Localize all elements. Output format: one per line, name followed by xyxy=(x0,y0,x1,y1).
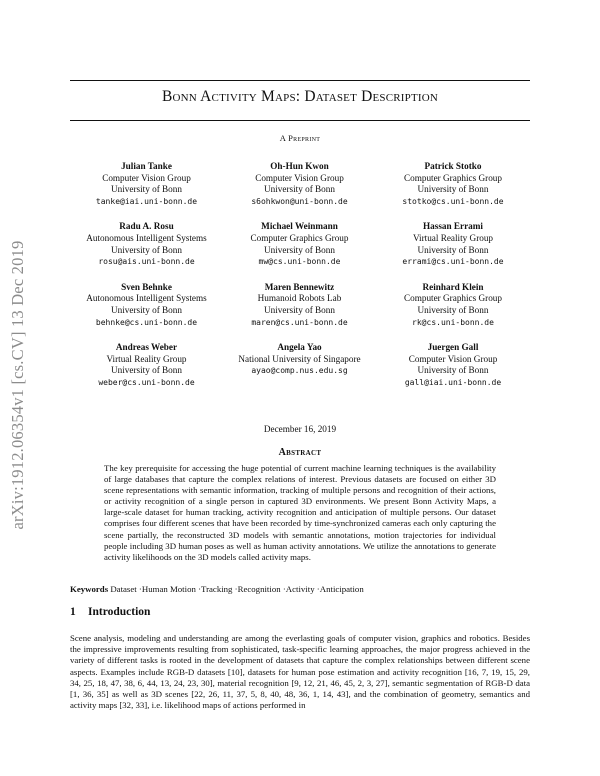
author-name: Hassan Errami xyxy=(423,221,483,232)
title-rule-bottom xyxy=(70,120,530,121)
author-email: mw@cs.uni-bonn.de xyxy=(258,257,341,267)
author-affiliation: University of Bonn xyxy=(111,365,182,376)
author-affiliation: University of Bonn xyxy=(264,184,335,195)
author-name: Maren Bennewitz xyxy=(264,281,335,292)
author-block xyxy=(70,161,223,207)
author-block xyxy=(376,161,530,207)
publication-date: December 16, 2019 xyxy=(263,424,337,434)
author-name: Reinhard Klein xyxy=(422,281,484,292)
author-group: Virtual Reality Group xyxy=(412,232,494,243)
author-affiliation: University of Bonn xyxy=(111,184,182,195)
author-affiliation: University of Bonn xyxy=(417,365,489,376)
preprint-label: A Preprint xyxy=(279,133,321,143)
keyword-item: Dataset · xyxy=(110,584,142,594)
keyword-item: Activity · xyxy=(286,584,320,594)
author-block xyxy=(70,342,223,388)
paper-title: Bonn Activity Maps: Dataset Description xyxy=(161,88,439,105)
author-name: Patrick Stotko xyxy=(424,161,482,171)
author-affiliation: University of Bonn xyxy=(417,244,489,255)
author-name: Michael Weinmann xyxy=(261,221,338,232)
section-title: Introduction xyxy=(88,606,151,618)
author-block xyxy=(223,282,376,328)
author-name: Oh-Hun Kwon xyxy=(270,161,329,171)
author-name: Julian Tanke xyxy=(121,161,172,171)
author-group: Computer Graphics Group xyxy=(250,232,349,243)
keyword-item: Human Motion · xyxy=(142,584,201,594)
keyword-item: Tracking · xyxy=(201,584,238,594)
author-block xyxy=(223,221,376,267)
author-affiliation: University of Bonn xyxy=(111,304,182,315)
author-name: Angela Yao xyxy=(277,342,322,353)
keyword-item: Anticipation xyxy=(319,584,364,594)
author-email: gall@iai.uni-bonn.de xyxy=(404,377,502,387)
author-name: Andreas Weber xyxy=(115,342,178,353)
author-group: Humanoid Robots Lab xyxy=(257,293,342,304)
author-block xyxy=(70,282,223,328)
author-grid xyxy=(70,161,530,389)
author-email: weber@cs.uni-bonn.de xyxy=(98,377,195,387)
author-block xyxy=(70,221,223,267)
keywords-label: Keywords xyxy=(70,584,109,594)
author-group: Computer Vision Group xyxy=(255,172,344,183)
author-email: stotko@cs.uni-bonn.de xyxy=(402,196,504,206)
author-block xyxy=(376,221,530,267)
author-email: ayao@comp.nus.edu.sg xyxy=(251,366,348,376)
arxiv-identifier-text: arXiv:1912.06354v1 [cs.CV] 13 Dec 2019 xyxy=(8,240,27,530)
author-name: Radu A. Rosu xyxy=(119,221,174,232)
author-group: Computer Graphics Group xyxy=(404,293,502,304)
author-block xyxy=(376,342,530,388)
keywords-line xyxy=(70,584,530,595)
author-email: maren@cs.uni-bonn.de xyxy=(251,317,348,327)
author-block xyxy=(376,282,530,328)
author-group: Autonomous Intelligent Systems xyxy=(86,232,207,243)
author-affiliation: University of Bonn xyxy=(264,244,335,255)
keyword-item: Recognition · xyxy=(238,584,286,594)
author-group: National University of Singapore xyxy=(238,353,361,364)
author-affiliation: University of Bonn xyxy=(111,244,182,255)
arxiv-identifier-stamp xyxy=(10,200,26,570)
author-affiliation: University of Bonn xyxy=(417,304,489,315)
author-group: Autonomous Intelligent Systems xyxy=(86,293,207,304)
author-email: errami@cs.uni-bonn.de xyxy=(402,257,504,267)
title-rule-top xyxy=(70,80,530,81)
author-block xyxy=(223,161,376,207)
author-affiliation: University of Bonn xyxy=(264,304,335,315)
abstract-body: The key prerequisite for accessing the huge potential of current machine learning techniques is the availability of large databases that capture the complex relations of interest. Previous datasets are focused on either 3D scene representations with semantic information, tracking of multiple persons and recognition of their actions, or activity recognition of a single person in captured 3D environments. We present Bonn Activity Maps, a large-scale dataset for human tracking, activity recognition and anticipation of multiple persons. Our dataset comprises four different scenes that have been recorded by time-synchronized cameras each only capturing the scene partially, the reconstructed 3D models with semantic annotations, motion trajectories for individual people including 3D human poses as well as human activity annotations. We utilize the annotations to generate activity likelihoods on the 3D models called activity maps. xyxy=(104,463,496,562)
author-block xyxy=(223,342,376,388)
author-email: behnke@cs.uni-bonn.de xyxy=(95,317,198,327)
abstract-heading: Abstract xyxy=(278,447,322,458)
author-group: Computer Vision Group xyxy=(102,172,191,183)
introduction-body: Scene analysis, modeling and understanding are among the everlasting goals of computer vision, graphics and robotics. Besides the impressive improvements resulting from sophisticated, task-specific learning approaches, the major progress achieved in the variety of different tasks is rooted in the development of datasets that capture the complex relationships between different scene aspects. Examples include RGB-D datasets [10], datasets for human pose estimation and activity recognition [16, 7, 19, 15, 29, 34, 25, 18, 47, 38, 6, 44, 13, 24, 23, 30], material recognition [9, 12, 21, 46, 45, 2, 3, 27], semantic segmentation of RGB-D data [1, 36, 35] as well as 3D scenes [22, 26, 11, 37, 5, 8, 40, 48, 36, 1, 14, 43], and the combination of geometry, semantics and activity maps [32, 33], i.e. likelihood maps of actions performed in xyxy=(70,633,530,711)
author-name: Sven Behnke xyxy=(121,281,172,292)
section-heading-introduction xyxy=(70,606,530,618)
section-number: 1 xyxy=(70,606,76,618)
author-email: rk@cs.uni-bonn.de xyxy=(412,317,494,327)
author-name: Juergen Gall xyxy=(427,342,479,353)
author-group: Computer Vision Group xyxy=(408,353,498,364)
author-group: Virtual Reality Group xyxy=(106,353,187,364)
author-email: rosu@ais.uni-bonn.de xyxy=(98,257,195,267)
author-group: Computer Graphics Group xyxy=(404,172,502,183)
author-email: tanke@iai.uni-bonn.de xyxy=(95,196,198,206)
author-affiliation: University of Bonn xyxy=(417,184,489,195)
author-email: s6ohkwon@uni-bonn.de xyxy=(251,196,348,206)
keywords-list xyxy=(110,584,363,594)
